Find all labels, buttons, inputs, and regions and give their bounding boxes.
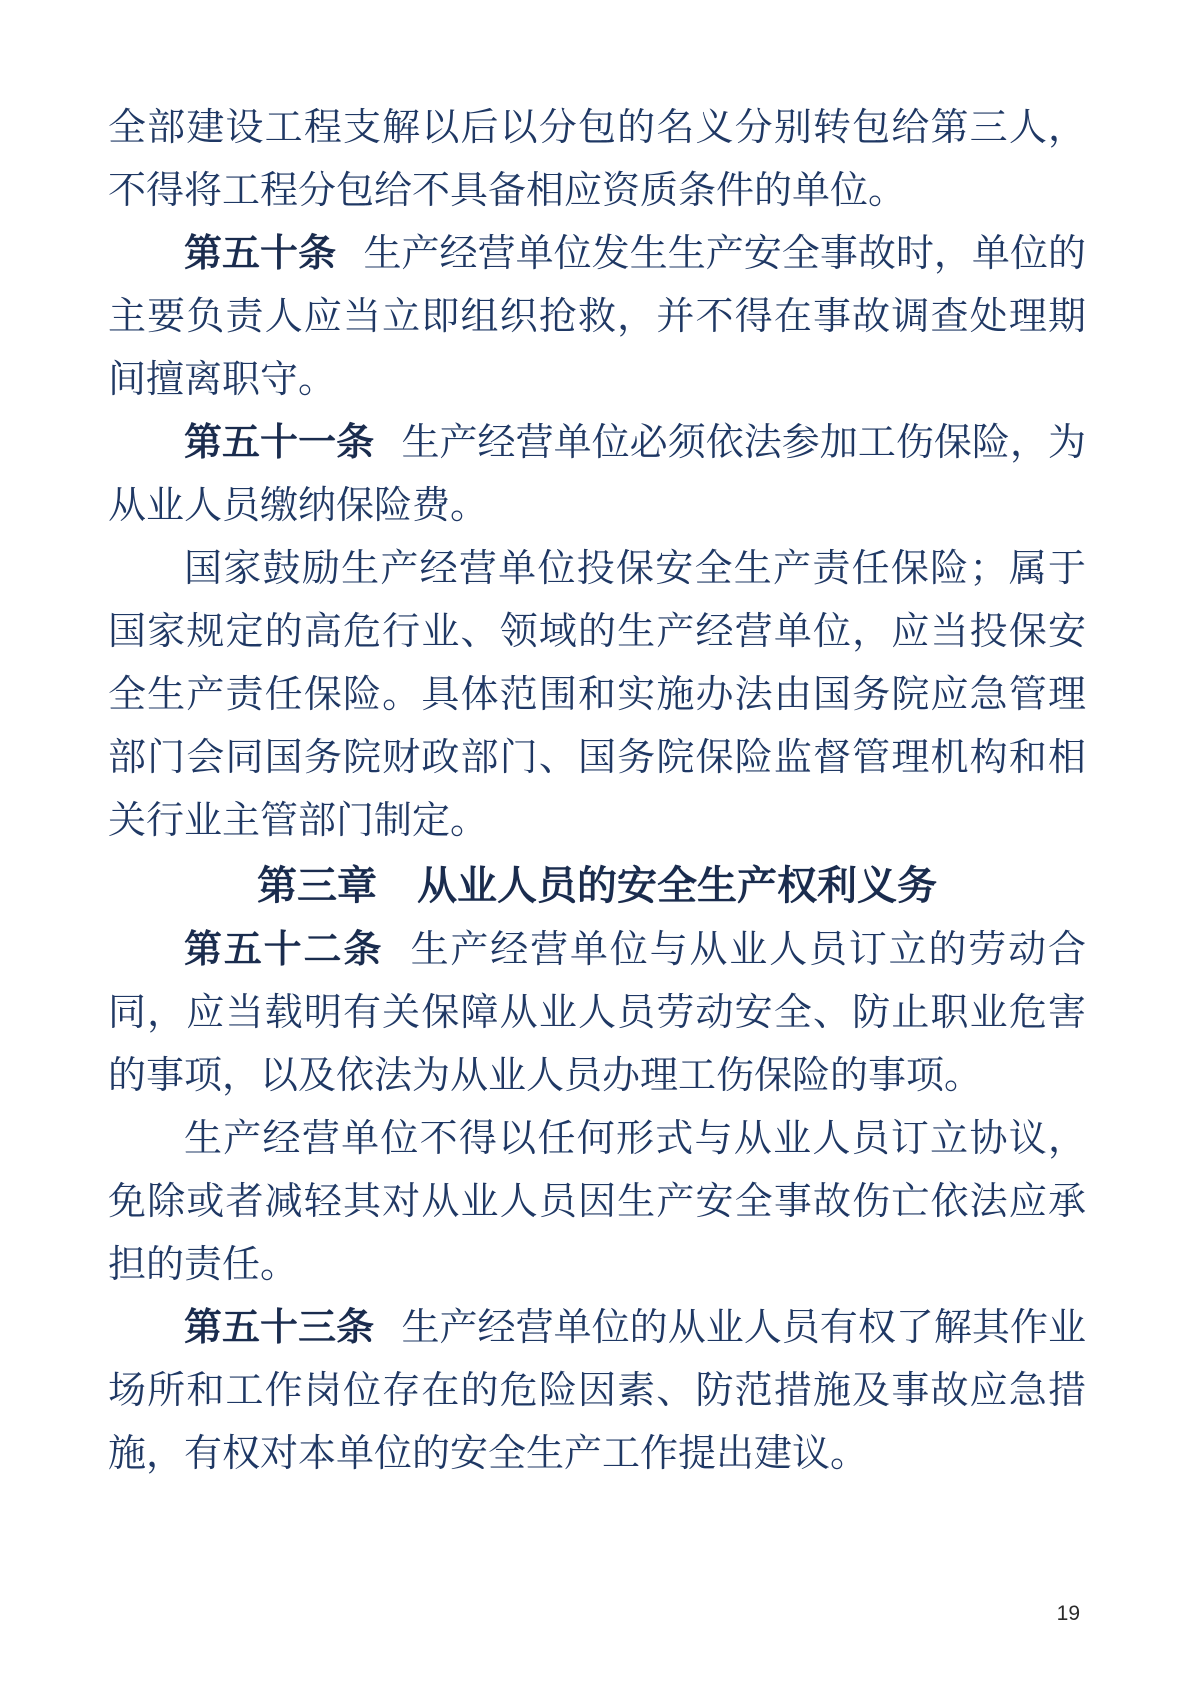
paragraph-article-51-clause-2 (108, 538, 1086, 853)
paragraph-text: 国家鼓励生产经营单位投保安全生产责任保险；属于国家规定的高危行业、领域的生产经营单位，应当投保安全生产责任保险。具体范围和实施办法由国务院应急管理部门会同国务院财政部门、国务院保险监督管理机构和相关行业主管部门制定。 (108, 548, 1086, 842)
article-number: 第五十条 (184, 233, 337, 275)
paragraph-text: 生产经营单位与从业人员订立的劳动合同，应当载明有关保障从业人员劳动安全、防止职业危害的事项，以及依法为从业人员办理工伤保险的事项。 (108, 929, 1086, 1097)
page-number: 19 (1056, 1602, 1080, 1625)
article-number: 第五十三条 (184, 1307, 375, 1349)
paragraph-article-52 (108, 919, 1086, 1108)
paragraph-text: 生产经营单位不得以任何形式与从业人员订立协议，免除或者减轻其对从业人员因生产安全事故伤亡依法应承担的责任。 (108, 1118, 1086, 1286)
paragraph-text: 生产经营单位的从业人员有权了解其作业场所和工作岗位存在的危险因素、防范措施及事故应急措施，有权对本单位的安全生产工作提出建议。 (108, 1307, 1086, 1475)
paragraph-text: 生产经营单位发生生产安全事故时，单位的主要负责人应当立即组织抢救，并不得在事故调查处理期间擅离职守。 (108, 233, 1086, 401)
paragraph-text: 生产经营单位必须依法参加工伤保险，为从业人员缴纳保险费。 (108, 422, 1086, 527)
paragraph-article-53 (108, 1297, 1086, 1486)
document-body (108, 97, 1086, 1486)
paragraph-continuation (108, 97, 1086, 223)
paragraph-article-50 (108, 223, 1086, 412)
paragraph-article-51 (108, 412, 1086, 538)
paragraph-article-52-clause-2 (108, 1108, 1086, 1297)
chapter-heading: 第三章 从业人员的安全生产权利义务 (257, 864, 937, 908)
article-number: 第五十二条 (184, 929, 384, 971)
article-number: 第五十一条 (184, 422, 375, 464)
paragraph-text: 全部建设工程支解以后以分包的名义分别转包给第三人，不得将工程分包给不具备相应资质条件的单位。 (108, 107, 1086, 212)
